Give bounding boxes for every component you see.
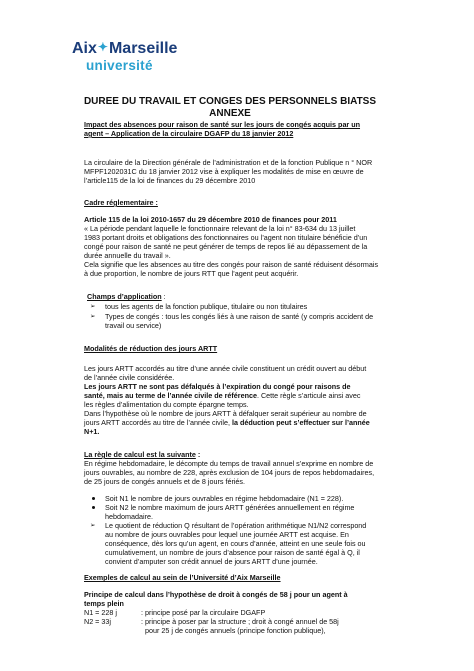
modalites-text: jours ARTT accordés au titre de l’année civile, la déduction peut s’effectuer sur l’année — [84, 418, 370, 427]
university-logo — [72, 40, 192, 76]
logo-star-icon: ✦ — [97, 40, 108, 54]
cadre-heading: Cadre réglementaire : — [84, 198, 158, 207]
regle-text: jours ouvrables, au nombre de 228, après exclusion de 104 jours de repos hebdomadaires, — [84, 468, 375, 477]
n1-row: N1 = 228 j : principe posé par la circulaire DGAFP — [84, 608, 266, 617]
modalites-bold-text: Les jours ARTT ne sont pas défalqués à l’expiration du congé pour raisons de — [84, 382, 351, 391]
logo-subtitle: université — [86, 58, 153, 73]
document-page: Aix✦Marseille université DUREE DU TRAVAIL ET CONGES DES PERSONNELS BIATSS ANNEXE Impact des absences pour raison de santé sur les jours de congés acquis par un agent – Application de la circulaire DGAFP du 18 janvier 2012 La circulaire de la Direction générale de l’administration et de la fonction Publique n ° NOR MFPF1202031C du 18 janvier 2012 vise à expliquer les modalités de mise en œuvre de l’article115 de la loi de finances du 29 décembre 2010 Cadre réglementaire : Article 115 de la loi 2010-1657 du 29 décembre 2010 de finances pour 2011 « La période pendant laquelle le fonctionnaire relevant de la loi n° 83-634 du 13 juillet 1983 portant droits et obligations des fonctionnaires ou l’agent non titulaire bénéficie d’un congé pour raison de santé ne peut générer de temps de repos lié au dépassement de la durée annuelle du travail ». Cela signifie que les absences au titre des congés pour raison de santé réduisent désormais à due proportion, le nombre de jours RTT que l’agent peut acquérir. Champs d’application : ➢ tous les agents de la fonction publique, titulaire ou non titulaires ➢ Types de congés : tous les congés liés à une raison de santé (y compris accident de travail ou service) Modalités de réduction des jours ARTT Les jours ARTT accordés au titre d’une année civile constituent un crédit ouvert au début de l’année civile considérée. Les jours ARTT ne sont pas défalqués à l’expiration du congé pour raisons de santé, mais au terme de l’année civile de référence. Cette règle s’articule ainsi avec les règles d’alimentation du compte épargne temps. Dans l’hypothèse où le nombre de jours ARTT à défalquer serait supérieur au nombre de jours ARTT accordés au titre de l’année civile, la déduction peut s’effectuer sur l’année N+1. La règle de calcul est la suivante : En régime hebdomadaire, le décompte du temps de travail annuel s’exprime en nombre de jours ouvrables, au nombre de 228, après exclusion de 104 jours de repos hebdomadaires, de 25 jours de congés annuels et de 8 jours fériés. Soit N1 le nombre de jours ouvrables en régime hebdomadaire (N1 = 228). Soit N2 le nombre maximum de jours ARTT générées annuellement en régime hebdomadaire. ➢ Le quotient de réduction Q résultant de l’opération arithmétique N1/N2 correspond au nombre de jours ouvrables pour lequel une journée ARTT est acquise. En conséquence, dès lors qu’un agent, en cours d’année, atteint en une seule fois ou cumulativement, un nombre de jours d’absence pour raison de santé égal à Q, il convient d’amputer son crédit annuel de jours ARTT d’une journée. Exemples de calcul au sein de l’Université d’Aix Marseille Principe de calcul dans l’hypothèse de droit à congés de 58 j pour un agent à temps plein N1 = 228 j : principe posé par la circulaire DGAFP N2 = 33j : principe à poser par la structure ; droit à congé annuel de 58j pour 25 j de congés annuels (principe fonction publique), — [0, 0, 474, 671]
arrow-bullet-icon: ➢ — [90, 303, 96, 310]
consequence-line: Cela signifie que les absences au titre des congés pour raison de santé réduisent désormais — [84, 260, 379, 269]
subtitle-line-2: agent – Application de la circulaire DGAFP du 18 janvier 2012 — [84, 129, 294, 138]
intro-line: l’article115 de la loi de finances du 29 décembre 2010 — [84, 176, 256, 185]
article-title: Article 115 de la loi 2010-1657 du 29 décembre 2010 de finances pour 2011 — [84, 215, 337, 224]
logo-wordmark: Aix✦Marseille — [72, 40, 178, 57]
modalites-text: Les jours ARTT accordés au titre d’une année civile constituent un crédit ouvert au début — [84, 364, 367, 373]
quote-line: durée annuelle du travail ». — [84, 251, 171, 260]
modalites-text: Dans l’hypothèse où le nombre de jours ARTT à défalquer serait supérieur au nombre de — [84, 409, 367, 418]
document-title: DUREE DU TRAVAIL ET CONGES DES PERSONNELS BIATSS — [83, 96, 377, 107]
principe-line: temps plein — [84, 599, 124, 608]
document-title-annex: ANNEXE — [209, 108, 251, 119]
modalites-text: santé, mais au terme de l’année civile de référence. Cette règle s’articule ainsi avec — [84, 391, 361, 400]
quote-line: congé pour raison de santé ne peut générer de temps de repos lié au dépassement de la — [84, 242, 368, 251]
exemples-heading: Exemples de calcul au sein de l’Université d’Aix Marseille — [84, 573, 281, 582]
bullet-dot-icon — [92, 497, 95, 500]
modalites-text: les règles d’alimentation du compte épargne temps. — [84, 400, 249, 409]
champs-heading: Champs d’application : — [87, 292, 166, 301]
modalites-text: N+1. — [84, 427, 100, 436]
consequence-line: à due proportion, le nombre de jours RTT que l’agent peut acquérir. — [84, 269, 299, 278]
principe-line: Principe de calcul dans l’hypothèse de droit à congés de 58 j pour un agent à — [84, 590, 348, 599]
arrow-bullet-icon: ➢ — [90, 313, 96, 320]
n2-row: N2 = 33j : principe à poser par la structure ; droit à congé annuel de 58j — [84, 617, 339, 626]
quote-line: « La période pendant laquelle le fonctionnaire relevant de la loi n° 83-634 du 13 juillet — [84, 224, 356, 233]
bullet-dot-icon — [92, 506, 95, 509]
intro-line: MFPF1202031C du 18 janvier 2012 vise à expliquer les modalités de mise en œuvre de — [84, 167, 364, 176]
intro-line: La circulaire de la Direction générale de l’administration et de la fonction Publique n ° NOR — [84, 158, 373, 167]
regle-text: En régime hebdomadaire, le décompte du temps de travail annuel s’exprime en nombre de — [84, 459, 374, 468]
regle-heading: La règle de calcul est la suivante : — [84, 450, 201, 459]
quote-line: 1983 portant droits et obligations des fonctionnaires ou l’agent non titulaire bénéficie d’un — [84, 233, 368, 242]
subtitle-line-1: Impact des absences pour raison de santé sur les jours de congés acquis par un — [84, 120, 361, 129]
modalites-text: de l’année civile considérée. — [84, 373, 175, 382]
regle-text: de 25 jours de congés annuels et de 8 jours fériés. — [84, 477, 246, 486]
n2-continuation: pour 25 j de congés annuels (principe fonction publique), — [145, 626, 326, 635]
arrow-bullet-icon: ➢ — [90, 522, 96, 529]
modalites-heading: Modalités de réduction des jours ARTT — [84, 344, 218, 353]
